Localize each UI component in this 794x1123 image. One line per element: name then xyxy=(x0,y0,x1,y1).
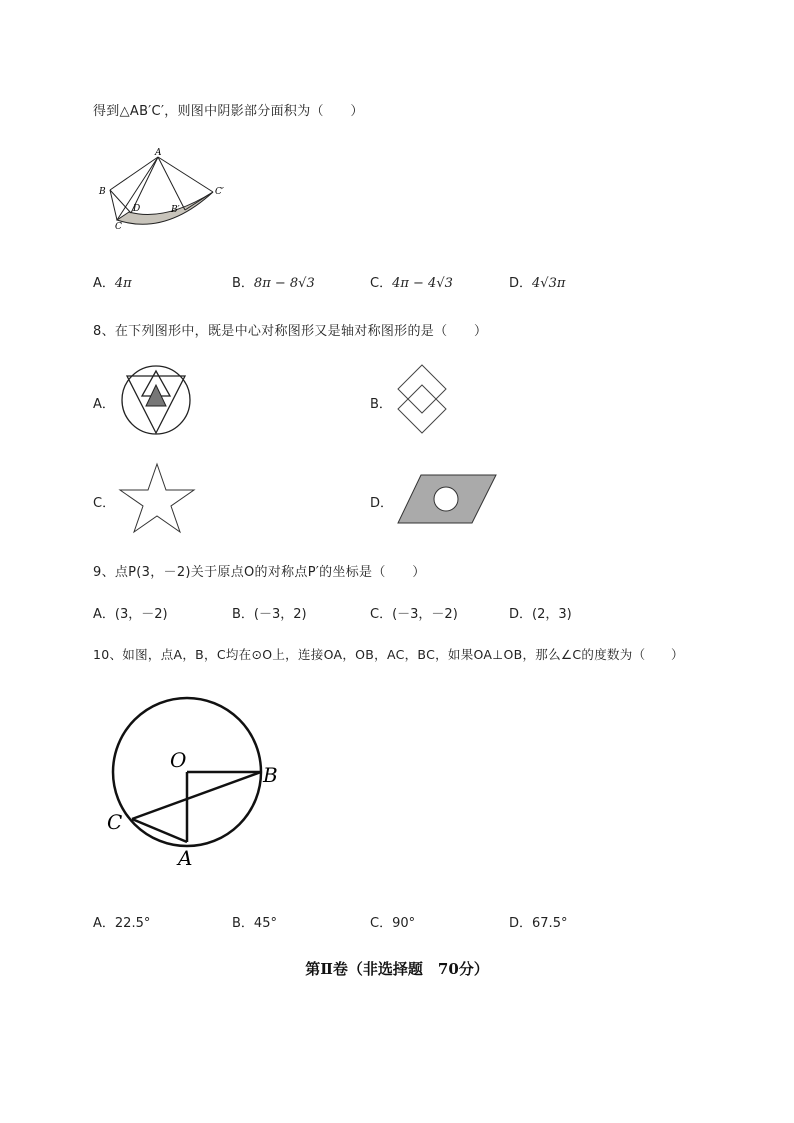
q7-figure xyxy=(95,148,235,238)
q7-line-ABp xyxy=(158,157,185,210)
option-letter: A． xyxy=(93,276,115,291)
q10-option-d[interactable] xyxy=(509,912,567,931)
q7-option-c[interactable] xyxy=(370,272,453,291)
q7-label-C: C xyxy=(115,222,122,232)
q10-figure xyxy=(104,695,294,875)
q8-option-d-letter[interactable]: D． xyxy=(370,496,394,511)
q8-option-a-figure[interactable] xyxy=(120,363,192,435)
option-text: (2，3) xyxy=(532,607,572,622)
q7-intro: 得到△AB′C′，则图中阴影部分面积为（ ） xyxy=(93,104,364,119)
option-letter: C． xyxy=(370,276,393,291)
q7-shaded-region xyxy=(117,192,213,224)
q7-option-d[interactable] xyxy=(509,272,565,291)
option-letter: D． xyxy=(509,276,533,291)
q7-label-Cp: C′ xyxy=(215,187,224,197)
q7-label-Bp: B′ xyxy=(171,205,180,215)
q7-label-D: D xyxy=(133,204,141,214)
option-text: (－3，－2) xyxy=(392,607,458,622)
q9-option-a[interactable] xyxy=(93,603,168,622)
q7-line-ACp xyxy=(158,157,213,192)
q7-option-a[interactable] xyxy=(93,272,132,291)
q8-option-c-figure[interactable] xyxy=(118,462,196,534)
q7-line-BpCp xyxy=(185,192,213,210)
q9-option-b[interactable] xyxy=(232,603,307,622)
q8-option-a-letter[interactable]: A． xyxy=(93,397,115,412)
q10-option-a[interactable] xyxy=(93,912,150,931)
option-letter: B． xyxy=(232,607,254,622)
option-text: 4π xyxy=(114,276,132,291)
q10-line-CB xyxy=(132,772,261,819)
option-letter: D． xyxy=(509,916,533,931)
option-text: 90° xyxy=(392,916,416,931)
option-letter: C． xyxy=(370,916,393,931)
option-letter: B． xyxy=(232,916,254,931)
q9-option-c[interactable] xyxy=(370,603,458,622)
section-title: 第Ⅱ卷（非选择题 70分） xyxy=(305,960,489,978)
option-text: 4π − 4√3 xyxy=(392,276,453,291)
option-text: (－3，2) xyxy=(253,607,307,622)
q10-label-C: C xyxy=(107,810,123,834)
q8-option-d-figure[interactable] xyxy=(396,473,498,525)
option-text: 45° xyxy=(253,916,277,931)
q10-label-A: A xyxy=(178,846,193,870)
q9-stem: 9、点P(3，－2)关于原点O的对称点P′的坐标是（ ） xyxy=(93,565,426,580)
q7-label-A: A xyxy=(155,148,162,158)
option-text: 8π − 8√3 xyxy=(253,276,315,291)
q8-option-b-letter[interactable]: B． xyxy=(370,397,392,412)
q8-stem: 8、在下列图形中，既是中心对称图形又是轴对称图形的是（ ） xyxy=(93,324,488,339)
q7-option-b[interactable] xyxy=(232,272,315,291)
option-text: (3，－2) xyxy=(114,607,168,622)
q8-option-c-letter[interactable]: C． xyxy=(93,496,116,511)
q8-option-b-figure[interactable] xyxy=(394,363,450,435)
q7-label-B: B xyxy=(99,187,106,197)
q10-option-b[interactable] xyxy=(232,912,277,931)
q9-option-d[interactable] xyxy=(509,603,572,622)
q7-line-AB xyxy=(110,157,158,190)
option-text: 22.5° xyxy=(114,916,151,931)
option-letter: B． xyxy=(232,276,254,291)
option-letter: A． xyxy=(93,916,115,931)
option-letter: C． xyxy=(370,607,393,622)
q10-label-O: O xyxy=(170,748,187,772)
option-text: 4√3π xyxy=(532,276,566,291)
option-letter: D． xyxy=(509,607,533,622)
q10-label-B: B xyxy=(263,763,278,787)
q10-option-c[interactable] xyxy=(370,912,415,931)
option-text: 67.5° xyxy=(532,916,568,931)
q10-stem: 10、如图，点A，B，C均在⊙O上，连接OA，OB，AC，BC，如果OA⊥OB，那么∠C的度数为（ ） xyxy=(93,647,684,662)
option-letter: A． xyxy=(93,607,115,622)
